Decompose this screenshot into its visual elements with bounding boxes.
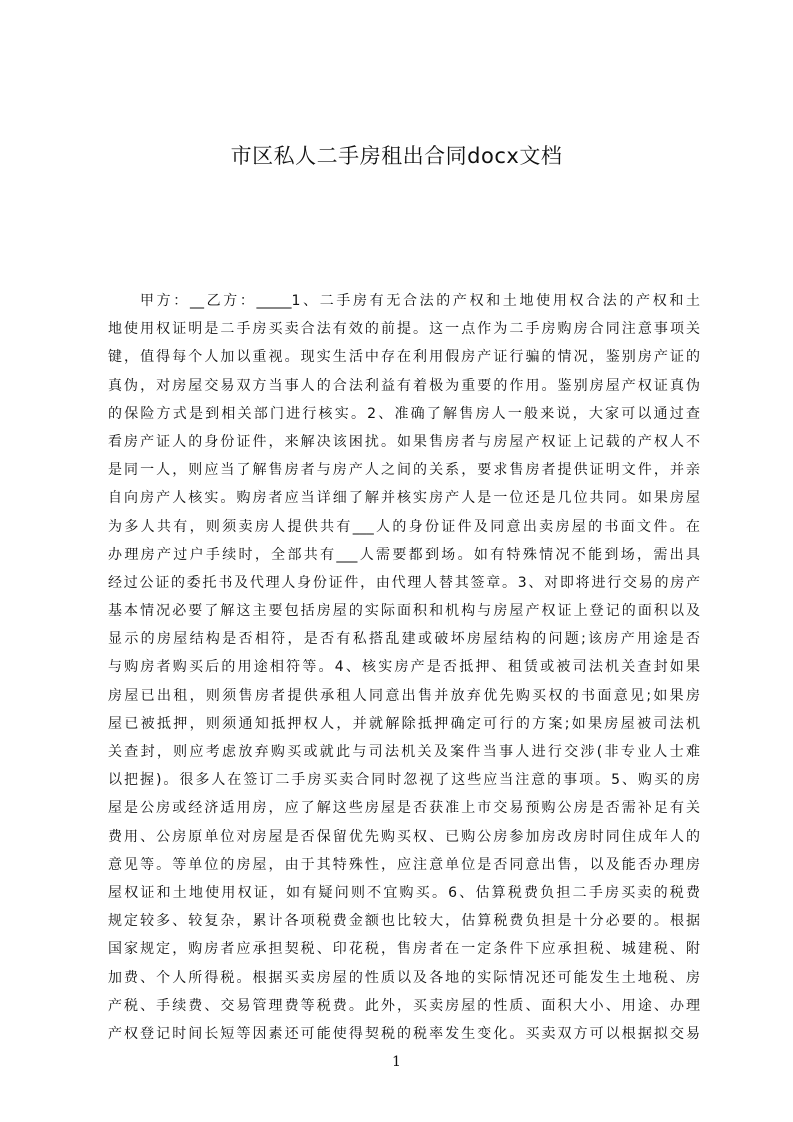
body-line: 办理房产过户手续时，全部共有___人需要都到场。如有特殊情况不能到场，需出具 (108, 546, 700, 563)
page-number: 1 (392, 1054, 401, 1070)
body-line: 费用、公房原单位对房屋是否保留优先购买权、已购公房参加房改房时同住成年人的 (108, 828, 700, 845)
body-line: 以把握)。很多人在签订二手房买卖合同时忽视了这些应当注意的事项。5、购买的房 (108, 772, 700, 789)
body-line: 屋是公房或经济适用房，应了解这些房屋是否获准上市交易预购公房是否需补足有关 (108, 800, 700, 817)
body-line: 意见等。等单位的房屋，由于其特殊性，应注意单位是否同意出售，以及能否办理房 (108, 856, 700, 873)
body-line: 房屋已出租，则须售房者提供承租人同意出售并放弃优先购买权的书面意见;如果房 (108, 687, 700, 704)
body-line: 基本情况必要了解这主要包括房屋的实际面积和机构与房屋产权证上登记的面积以及 (108, 603, 700, 620)
body-line: 显示的房屋结构是否相符，是否有私搭乱建或破坏房屋结构的问题;该房产用途是否 (108, 631, 700, 648)
body-line: 产税、手续费、交易管理费等税费。此外，买卖房屋的性质、面积大小、用途、办理 (108, 997, 700, 1014)
body-line: 看房产证人的身份证件，来解决该困扰。如果售房者与房屋产权证上记载的产权人不 (108, 433, 700, 450)
document-body (108, 287, 700, 1048)
document-title: 市区私人二手房租出合同docx文档 (230, 144, 563, 168)
body-line: 国家规定，购房者应承担契税、印花税，售房者在一定条件下应承担税、城建税、附 (108, 941, 700, 958)
body-line: 规定较多、较复杂，累计各项税费金额也比较大，估算税费负担是十分必要的。根据 (108, 913, 700, 930)
body-line: 屋已被抵押，则须通知抵押权人，并就解除抵押确定可行的方案;如果房屋被司法机 (108, 715, 700, 732)
body-line: 键，值得每个人加以重视。现实生活中存在利用假房产证行骗的情况，鉴别房产证的 (108, 349, 700, 366)
body-line: 为多人共有，则须卖房人提供共有___人的身份证件及同意出卖房屋的书面文件。在 (108, 518, 700, 535)
body-line: 产权登记时间长短等因素还可能使得契税的税率发生变化。买卖双方可以根据拟交易 (108, 1025, 700, 1042)
body-line: 屋权证和土地使用权证，如有疑问则不宜购买。6、估算税费负担二手房买卖的税费 (108, 884, 700, 901)
body-line: 加费、个人所得税。根据买卖房屋的性质以及各地的实际情况还可能发生土地税、房 (108, 969, 700, 986)
body-line: 经过公证的委托书及代理人身份证件，由代理人替其签章。3、对即将进行交易的房产 (108, 574, 700, 591)
body-line: 与购房者购买后的用途相符等。4、核实房产是否抵押、租赁或被司法机关查封如果 (108, 659, 700, 676)
body-line: 真伪，对房屋交易双方当事人的合法利益有着极为重要的作用。鉴别房屋产权证真伪 (108, 377, 700, 394)
body-line: 地使用权证明是二手房买卖合法有效的前提。这一点作为二手房购房合同注意事项关 (108, 321, 700, 338)
body-line: 的保险方式是到相关部门进行核实。2、准确了解售房人一般来说，大家可以通过查 (108, 405, 700, 422)
body-line: 是同一人，则应当了解售房者与房产人之间的关系，要求售房者提供证明文件，并亲 (108, 462, 700, 479)
body-line: 关查封，则应考虑放弃购买或就此与司法机关及案件当事人进行交涉(非专业人士难 (108, 744, 700, 760)
body-line: 自向房产人核实。购房者应当详细了解并核实房产人是一位还是几位共同。如果房屋 (108, 490, 700, 507)
body-line: 甲方：__乙方：_____1、二手房有无合法的产权和土地使用权合法的产权和土 (140, 293, 700, 309)
